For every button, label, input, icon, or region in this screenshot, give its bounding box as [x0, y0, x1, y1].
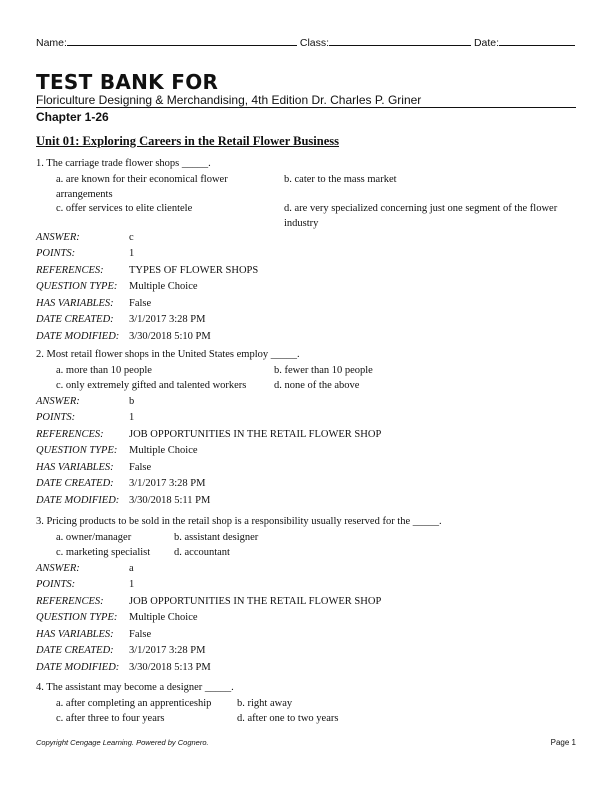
date-created-row: DATE CREATED: 3/1/2017 3:28 PM: [36, 643, 576, 660]
option-b: b. assistant designer: [174, 531, 259, 543]
points-row: POINTS: 1: [36, 246, 576, 263]
date-created-value: 3/1/2017 3:28 PM: [129, 314, 206, 325]
references-row: REFERENCES: JOB OPPORTUNITIES IN THE RETAIL FLOWER SHOP: [36, 594, 576, 611]
date-label: Date:: [473, 37, 500, 49]
option-row: [36, 201, 576, 230]
question-stem: 3. Pricing products to be sold in the retail shop is a responsibility usually reserved for the _____.: [36, 516, 442, 527]
option-c: c. offer services to elite clientele: [56, 202, 193, 214]
class-label: Class:: [299, 37, 330, 49]
option-b: b. fewer than 10 people: [274, 364, 373, 376]
has-variables-row: HAS VARIABLES: False: [36, 296, 576, 313]
title-divider: [36, 107, 576, 108]
date-created-row: DATE CREATED: 3/1/2017 3:28 PM: [36, 476, 576, 493]
question-stem: 4. The assistant may become a designer _____.: [36, 682, 234, 693]
option-d: d. after one to two years: [237, 713, 339, 724]
answer-row: ANSWER: b: [36, 394, 576, 411]
option-row: [36, 696, 576, 712]
answer-value: c: [129, 231, 134, 243]
points-value: 1: [129, 579, 135, 590]
chapter-range: Chapter 1-26: [36, 110, 109, 124]
references-value: JOB OPPORTUNITIES IN THE RETAIL FLOWER SHOP: [129, 595, 382, 607]
question-stem: 1. The carriage trade flower shops _____.: [36, 158, 211, 169]
has-variables-value: False: [129, 461, 152, 473]
option-a: a. owner/manager: [56, 531, 132, 543]
question-type-row: QUESTION TYPE: Multiple Choice: [36, 610, 576, 627]
option-row: [36, 545, 576, 561]
option-c: c. only extremely gifted and talented workers: [56, 380, 247, 391]
references-value: TYPES OF FLOWER SHOPS: [129, 264, 259, 276]
question-2: [36, 347, 576, 509]
date-modified-row: DATE MODIFIED: 3/30/2018 5:11 PM: [36, 493, 576, 510]
name-blank: [67, 35, 297, 46]
book-subtitle: Floriculture Designing & Merchandising, 4th Edition Dr. Charles P. Griner: [36, 93, 422, 107]
points-row: POINTS: 1: [36, 410, 576, 427]
question-stem: 2. Most retail flower shops in the United States employ _____.: [36, 349, 300, 360]
date-modified-row: DATE MODIFIED: 3/30/2018 5:10 PM: [36, 329, 576, 346]
question-3: [36, 514, 576, 676]
points-value: 1: [129, 412, 135, 423]
answer-row: ANSWER: a: [36, 561, 576, 578]
date-modified-value: 3/30/2018 5:13 PM: [129, 661, 211, 673]
option-d: d. none of the above: [274, 380, 360, 391]
has-variables-row: HAS VARIABLES: False: [36, 460, 576, 477]
unit-title: Unit 01: Exploring Careers in the Retail Flower Business: [36, 134, 340, 148]
question-type-row: QUESTION TYPE: Multiple Choice: [36, 443, 576, 460]
option-c: c. after three to four years: [56, 713, 165, 724]
option-d: d. accountant: [174, 547, 230, 558]
date-modified-value: 3/30/2018 5:10 PM: [129, 330, 211, 342]
date-modified-value: 3/30/2018 5:11 PM: [129, 494, 211, 506]
page-number: Page 1: [550, 738, 576, 747]
date-blank: [499, 35, 575, 46]
answer-value: b: [129, 395, 135, 407]
has-variables-value: False: [129, 297, 152, 309]
date-created-row: DATE CREATED: 3/1/2017 3:28 PM: [36, 312, 576, 329]
question-type-value: Multiple Choice: [129, 612, 198, 623]
question-4: [36, 680, 576, 727]
date-created-value: 3/1/2017 3:28 PM: [129, 478, 206, 489]
student-info-line: [36, 35, 575, 49]
question-1: [36, 156, 576, 345]
option-row: [36, 530, 576, 546]
option-a: a. are known for their economical flower arrangements: [56, 173, 228, 200]
date-created-value: 3/1/2017 3:28 PM: [129, 645, 206, 656]
copyright-footer: Copyright Cengage Learning. Powered by Cognero.: [36, 738, 209, 747]
references-row: REFERENCES: TYPES OF FLOWER SHOPS: [36, 263, 576, 280]
answer-row: ANSWER: c: [36, 230, 576, 247]
date-modified-row: DATE MODIFIED: 3/30/2018 5:13 PM: [36, 660, 576, 677]
question-type-row: QUESTION TYPE: Multiple Choice: [36, 279, 576, 296]
has-variables-row: HAS VARIABLES: False: [36, 627, 576, 644]
name-label: Name:: [36, 37, 67, 49]
points-row: POINTS: 1: [36, 577, 576, 594]
test-bank-title: TEST BANK FOR: [36, 70, 219, 94]
option-row: [36, 711, 576, 727]
option-a: a. after completing an apprenticeship: [56, 697, 212, 709]
option-row: [36, 363, 576, 379]
class-blank: [329, 35, 471, 46]
option-a: a. more than 10 people: [56, 364, 152, 376]
option-row: [36, 172, 576, 201]
option-b: b. right away: [237, 697, 293, 709]
answer-value: a: [129, 562, 134, 574]
question-type-value: Multiple Choice: [129, 281, 198, 292]
references-value: JOB OPPORTUNITIES IN THE RETAIL FLOWER SHOP: [129, 428, 382, 440]
has-variables-value: False: [129, 628, 152, 640]
points-value: 1: [129, 248, 135, 259]
option-c: c. marketing specialist: [56, 547, 151, 558]
question-type-value: Multiple Choice: [129, 445, 198, 456]
option-b: b. cater to the mass market: [284, 173, 397, 185]
option-row: [36, 378, 576, 394]
references-row: REFERENCES: JOB OPPORTUNITIES IN THE RETAIL FLOWER SHOP: [36, 427, 576, 444]
option-d: d. are very specialized concerning just one segment of the flower industry: [284, 202, 558, 229]
